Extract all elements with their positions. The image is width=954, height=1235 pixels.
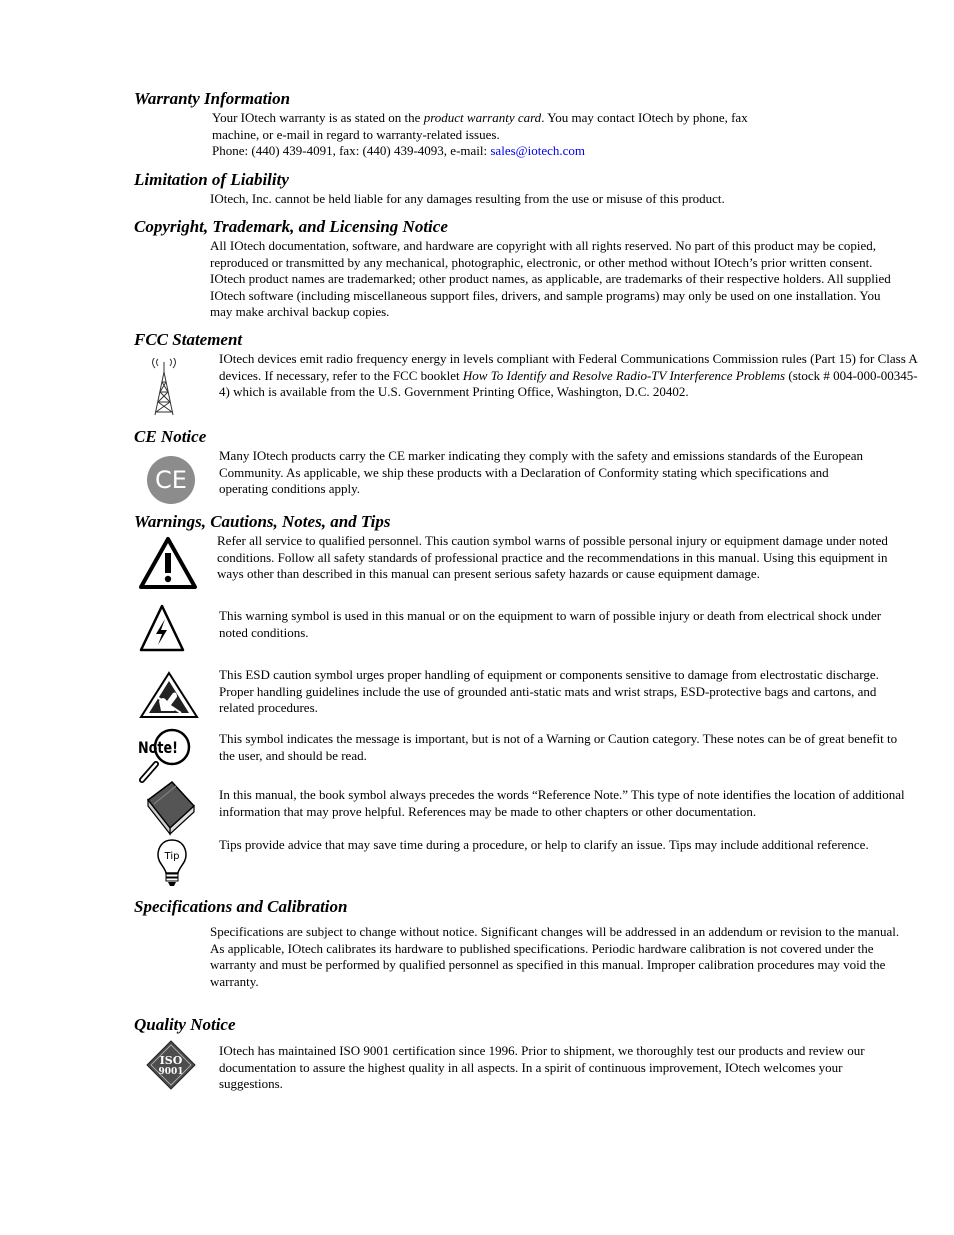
warranty-card-term: product warranty card [423, 110, 542, 125]
tip-lightbulb-icon [156, 838, 188, 888]
quality-heading: Quality Notice [134, 1015, 236, 1034]
liability-heading: Limitation of Liability [134, 170, 289, 189]
specs-heading: Specifications and Calibration [134, 897, 348, 916]
ce-mark-icon [146, 455, 196, 505]
esd-caution-icon [139, 671, 199, 719]
book-icon [142, 780, 198, 836]
warranty-contact-line: Phone: (440) 439-4091, fax: (440) 439-4093, e-mail: [212, 143, 491, 159]
note-icon-label: Note! [138, 738, 178, 757]
quality-text: IOtech has maintained ISO 9001 certification since 1996. Prior to shipment, we thoroughly test our products and review our documentation to assure the highest quality in all aspects. In a spirit of continuous improvement, IOtech welcomes your suggestions. [219, 1043, 865, 1092]
note-text: This symbol indicates the message is important, but is not of a Warning or Caution category. These notes can be of great benefit to the user, and should be read. [219, 731, 898, 763]
shock-text: This warning symbol is used in this manual or on the equipment to warn of possible injury or death from electrical shock under noted conditions. [219, 608, 882, 640]
fcc-heading: FCC Statement [134, 330, 243, 349]
copyright-text: All IOtech documentation, software, and hardware are copyright with all rights reserved. No part of this product may be copied, reproduced or transmitted by any mechanical, photographic, electronic, or other method without IOtech’s prior written consent. IOtech product names are trademarked; other product names, as applicable, are trademarks of their respective holders. All supplied IOtech software (including miscellaneous support files, drivers, and sample programs) may only be used on one installation. You may make archival backup copies. [210, 238, 891, 320]
caution-triangle-icon [138, 536, 198, 590]
tip-icon-label: Tip [164, 851, 180, 862]
iso-badge-line-2: 9001 [158, 1067, 184, 1077]
iso-9001-badge-icon [146, 1040, 196, 1090]
fcc-text-c: (stock # 004-000-00345-4) which is available from the U.S. Government Printing Office, Washington, D.C. 20402. [219, 367, 918, 400]
fcc-booklet-title: How To Identify and Resolve Radio-TV Interference Problems [462, 367, 786, 383]
copyright-heading: Copyright, Trademark, and Licensing Notice [134, 217, 448, 236]
electrical-shock-icon [139, 603, 185, 653]
sales-email-link[interactable]: sales@iotech.com [490, 143, 586, 159]
warranty-text-a: Your IOtech warranty is as stated on the [212, 110, 424, 125]
ce-text: Many IOtech products carry the CE marker indicating they comply with the safety and emissions standards of the European Community. As applicable, we ship these products with a Declaration of Conformity stating which specifications and operating conditions apply. [219, 448, 864, 497]
esd-text: This ESD caution symbol urges proper handling of equipment or components sensitive to damage from electrostatic discharge. Proper handling guidelines include the use of grounded anti-static mats and wrist straps, ESD-protective bags and cartons, and related procedures. [219, 667, 879, 716]
specs-text: Specifications are subject to change without notice. Significant changes will be addressed in an addendum or revision to the manual. As applicable, IOtech calibrates its hardware to published specifications. Periodic hardware calibration is not covered under the warranty and must be performed by qualified personnel as specified in this manual. Improper calibration procedures may void the warranty. [210, 924, 900, 989]
ce-heading: CE Notice [134, 427, 207, 446]
reference-text: In this manual, the book symbol always precedes the words “Reference Note.” This type of note identifies the location of additional information that may prove helpful. References may be made to other chapters or other documentation. [219, 787, 905, 819]
fcc-text [219, 351, 919, 401]
liability-text: IOtech, Inc. cannot be held liable for any damages resulting from the use or misuse of this product. [210, 191, 725, 206]
radio-tower-icon [145, 358, 183, 418]
warranty-heading: Warranty Information [134, 89, 291, 108]
caution-text: Refer all service to qualified personnel. This caution symbol warns of possible personal injury or equipment damage under noted conditions. Follow all safety standards of professional practice and the recommendations in this manual. Using this equipment in ways other than described in this manual can present serious safety hazards or cause equipment damage. [217, 533, 888, 582]
iso-badge-line-1: ISO [159, 1054, 183, 1067]
note-magnifier-icon [136, 728, 196, 784]
tip-text: Tips provide advice that may save time during a procedure, or help to clarify an issue. Tips may include additional reference. [219, 837, 869, 852]
warnings-heading: Warnings, Cautions, Notes, and Tips [134, 512, 391, 531]
warranty-text-c: . You may contact IOtech by phone, fax machine, or e-mail in regard to warranty-related issues. [212, 110, 748, 142]
ce-mark-label: CE [155, 466, 187, 494]
warranty-text [212, 110, 792, 160]
fcc-text-a: IOtech devices emit radio frequency energy in levels compliant with Federal Communications Commission rules (Part 15) for Class A devices. If necessary, refer to the FCC booklet [219, 351, 918, 383]
